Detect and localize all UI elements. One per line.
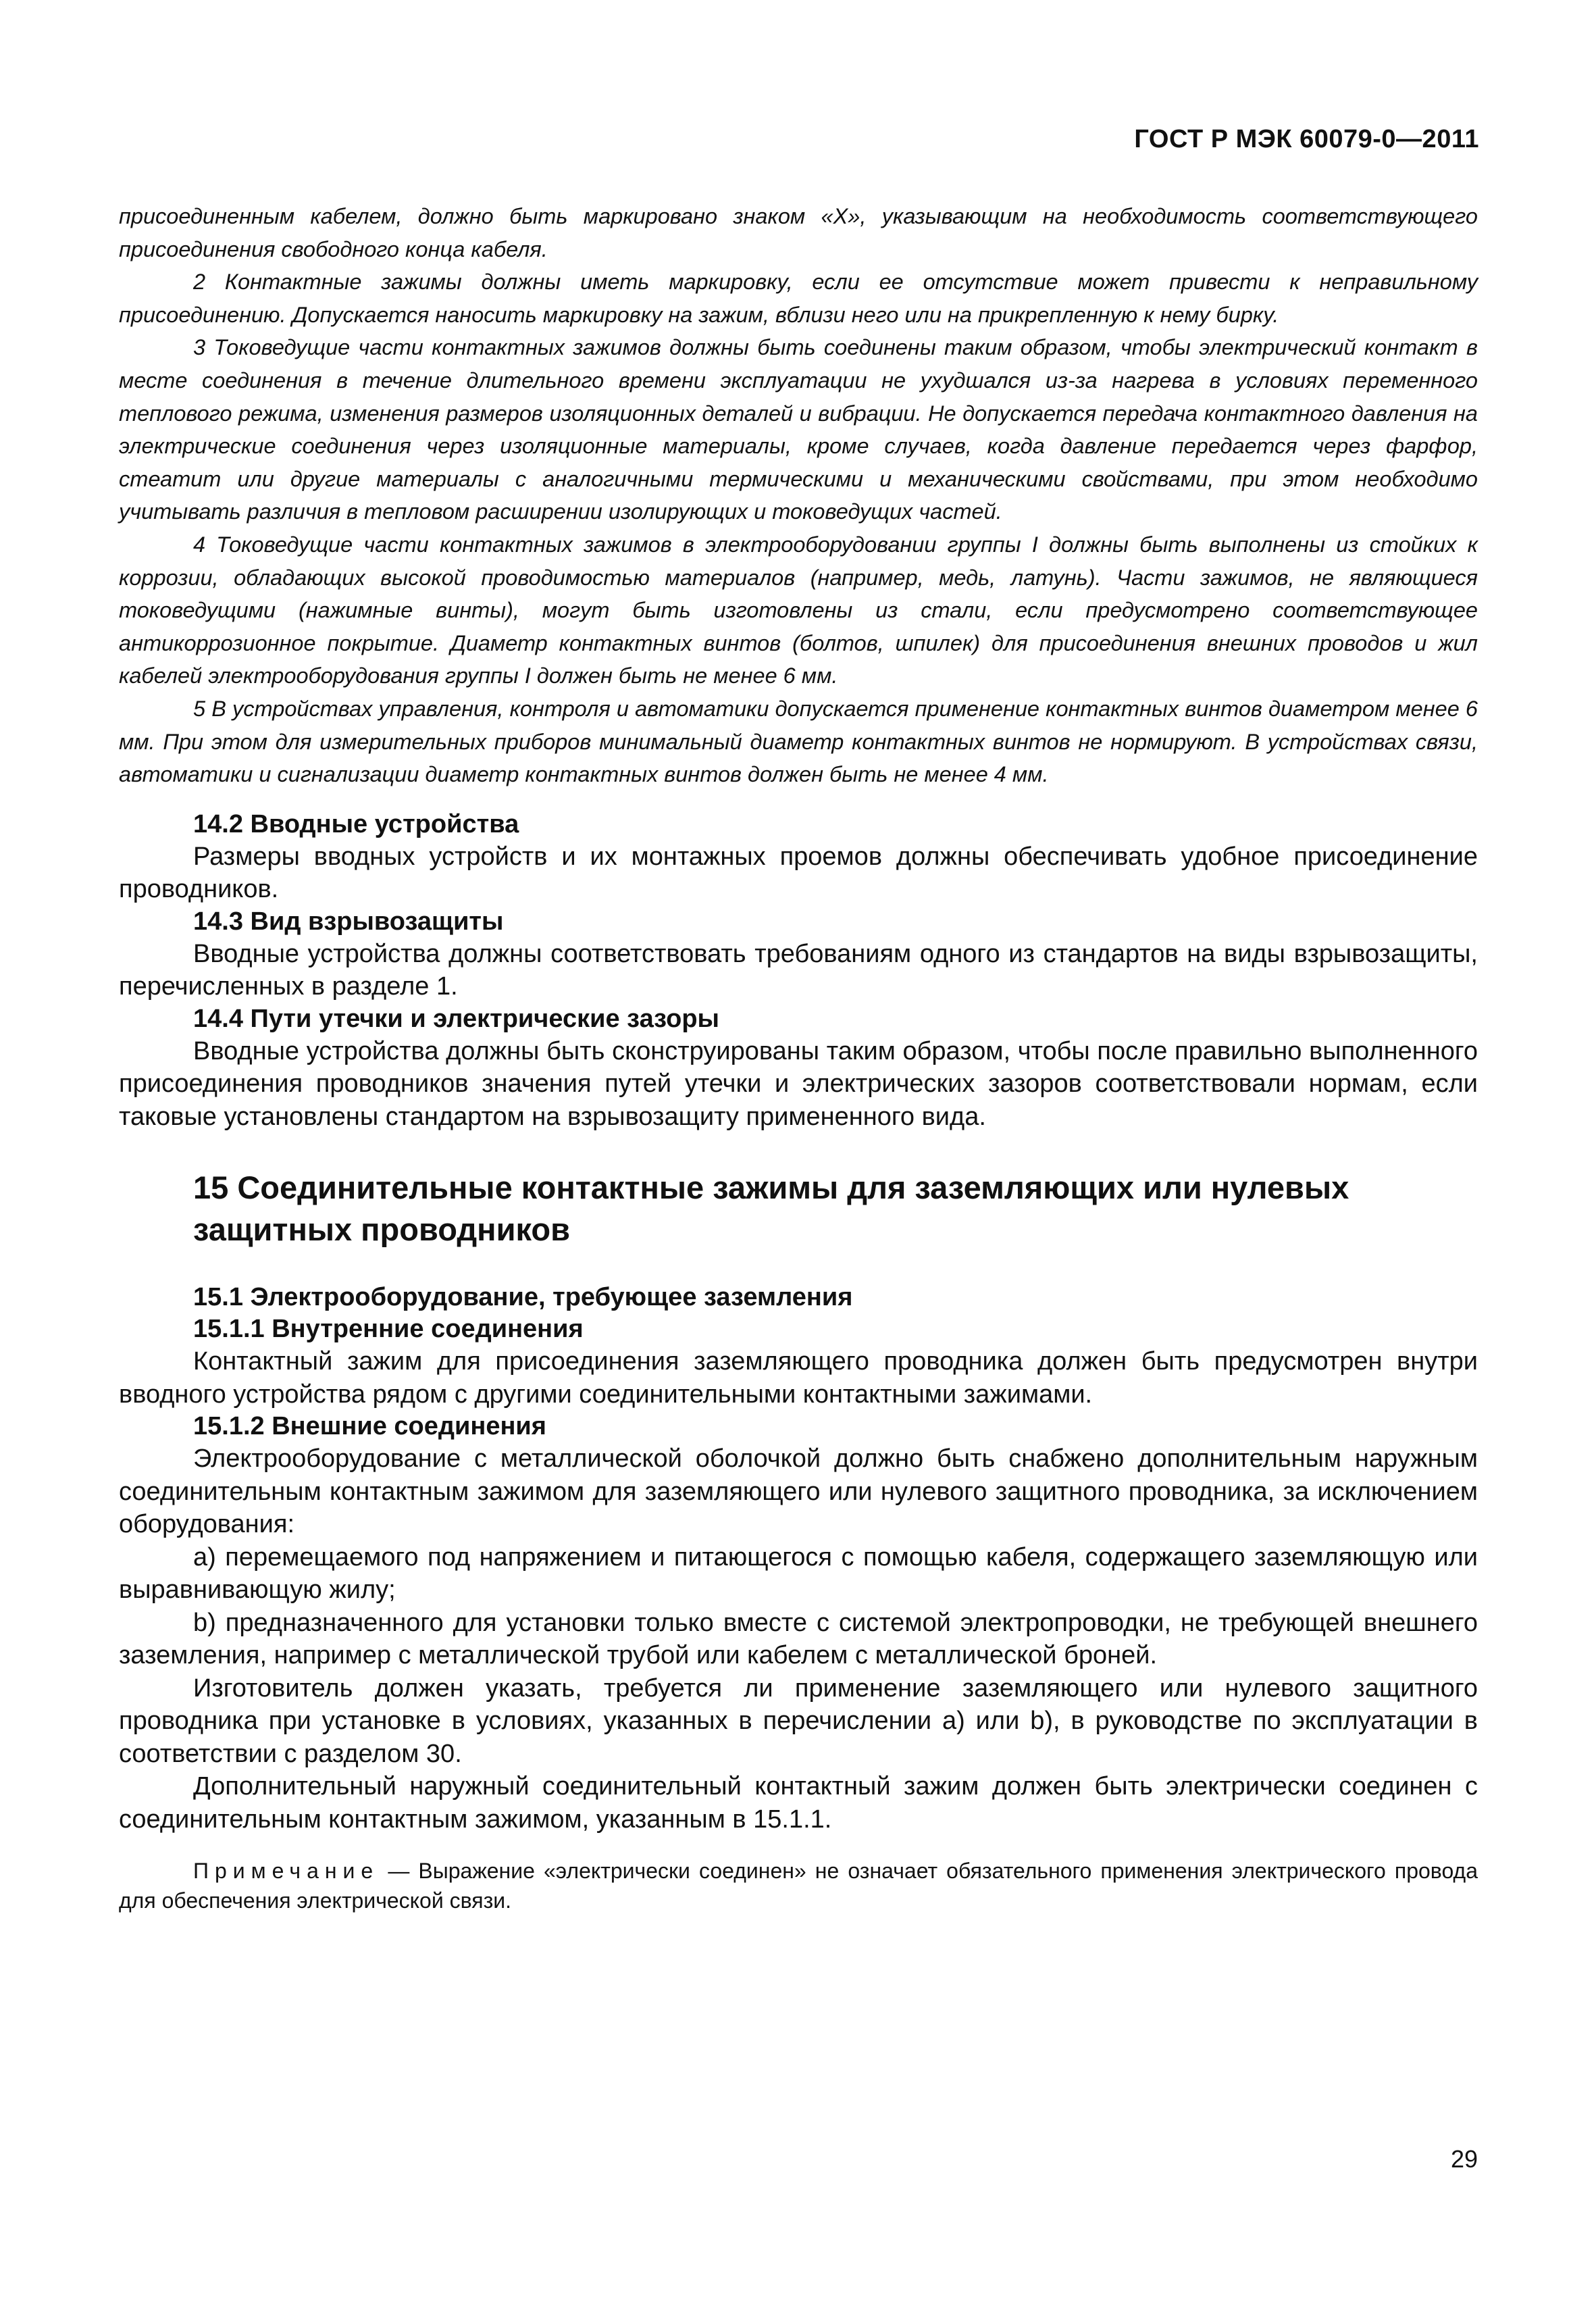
list-item-a: a) перемещаемого под напряжением и питающегося с помощью кабеля, содержащего заземляющую или выравнивающую жилу; — [119, 1542, 1478, 1605]
note-item-3: 3 Токоведущие части контактных зажимов должны быть соединены таким образом, чтобы электрический контакт в месте соединения в течение длительного времени эксплуатации не ухудшался из-за нагрева в условиях переменного теплового режима, изменения размеров изоляционных деталей и вибрации. Не допускается передача контактного давления на электрические соединения через изоляционные материалы, кроме случаев, когда давление передается через фарфор, стеатит или другие материалы с аналогичными термическими и механическими свойствами, при этом необходимо учитывать различия в тепловом расширении изолирующих и токоведущих частей. — [119, 335, 1478, 524]
note-paragraph — [119, 1856, 1478, 1915]
section-14-3-text: Вводные устройства должны соответствовать требованиям одного из стандартов на виды взрывозащиты, перечисленных в разделе 1. — [119, 939, 1478, 1001]
section-14-2-title: 14.2 Вводные устройства — [193, 809, 519, 838]
section-14-2-text: Размеры вводных устройств и их монтажных проемов должны обеспечивать удобное присоединение проводников. — [119, 842, 1478, 904]
section-15-1-2-title: 15.1.2 Внешние соединения — [193, 1412, 546, 1441]
list-item-b: b) предназначенного для установки только вместе с системой электропроводки, не требующей внешнего заземления, например с металлической трубой или кабелем с металлической броней. — [119, 1608, 1478, 1670]
page-content — [119, 200, 1478, 1915]
section-14-4-title: 14.4 Пути утечки и электрические зазоры — [193, 1004, 719, 1033]
note-item-5: 5 В устройствах управления, контроля и автоматики допускается применение контактных винтов диаметром менее 6 мм. При этом для измерительных приборов минимальный диаметр контактных винтов не нормируют. В устройствах связи, автоматики и сигнализации диаметр контактных винтов должен быть не менее 4 мм. — [119, 696, 1478, 787]
section-14-3-title: 14.3 Вид взрывозащиты — [193, 907, 504, 936]
note-text: — Выражение «электрически соединен» не означает обязательного применения электрического провода для обеспечения электрической связи. — [119, 1859, 1478, 1913]
section-15-1-2-paragraph: Дополнительный наружный соединительный контактный зажим должен быть электрически соединен с соединительным контактным зажимом, указанным в 15.1.1. — [119, 1772, 1478, 1834]
section-15-1-title: 15.1 Электрооборудование, требующее заземления — [193, 1283, 853, 1312]
section-15-1-1-text: Контактный зажим для присоединения заземляющего проводника должен быть предусмотрен внутри вводного устройства рядом с другими соединительными контактными зажимами. — [119, 1347, 1478, 1409]
section-15-1-2-paragraph: Изготовитель должен указать, требуется ли применение заземляющего или нулевого защитного проводника при установке в условиях, указанных в перечислении a) или b), в руководстве по эксплуатации в соответствии с разделом 30. — [119, 1674, 1478, 1768]
note-item-2: 2 Контактные зажимы должны иметь маркировку, если ее отсутствие может привести к неправильному присоединению. Допускается наносить маркировку на зажим, вблизи него или на прикрепленную к нему бирку. — [119, 270, 1478, 327]
section-15-1-2-paragraph: Электрооборудование с металлической оболочкой должно быть снабжено дополнительным наружным соединительным контактным зажимом для заземляющего или нулевого защитного проводника, за исключением оборудования: — [119, 1444, 1478, 1539]
note-item-4: 4 Токоведущие части контактных зажимов в электрооборудовании группы I должны быть выполнены из стойких к коррозии, обладающих высокой проводимостью материалов (например, медь, латунь). Части зажимов, не являющиеся токоведущими (нажимные винты), могут быть изготовлены из стали, если предусмотрено соответствующее антикоррозионное покрытие. Диаметр контактных винтов (болтов, шпилек) для присоединения внешних проводов и жил кабелей электрооборудования группы I должен быть не менее 6 мм. — [119, 532, 1478, 688]
section-15-1-1-title: 15.1.1 Внутренние соединения — [193, 1315, 584, 1344]
page-number: 29 — [1450, 2145, 1478, 2173]
note-label: Примечание — [193, 1859, 380, 1884]
section-14-4-text: Вводные устройства должны быть сконструированы таким образом, чтобы после правильно выполненного присоединения проводников значения путей утечки и электрических зазоров соответствовали нормам, если таковые установлены стандартом на взрывозащиту примененного вида. — [119, 1036, 1478, 1131]
document-code-header: ГОСТ Р МЭК 60079-0—2011 — [1134, 125, 1479, 153]
note-continuation: присоединенным кабелем, должно быть маркировано знаком «X», указывающим на необходимость соответствующего присоединения свободного конца кабеля. — [119, 204, 1478, 261]
section-15-heading: 15 Соединительные контактные зажимы для заземляющих или нулевых защитных проводников — [193, 1169, 1349, 1248]
